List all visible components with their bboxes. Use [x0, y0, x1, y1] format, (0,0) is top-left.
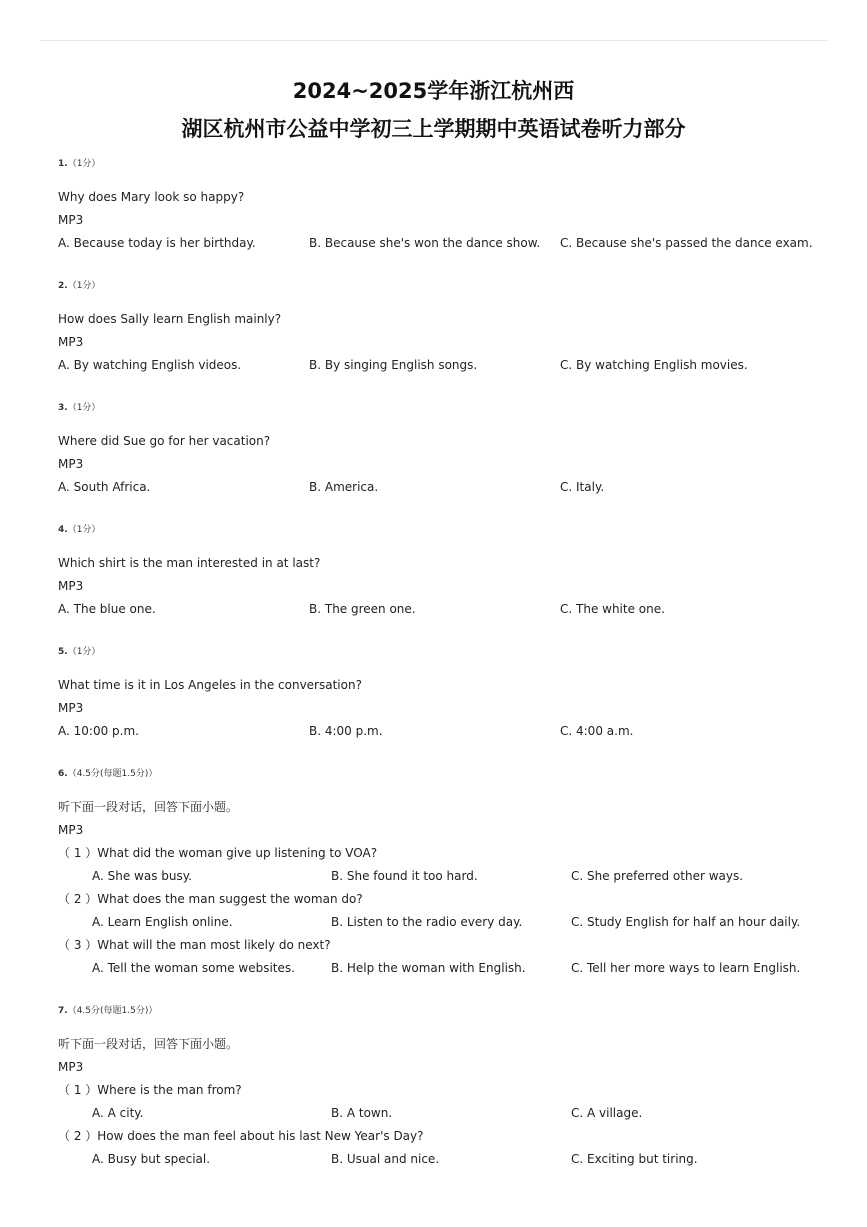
option-c[interactable]: C. A village. — [571, 1106, 643, 1120]
question-number: 2. — [58, 281, 68, 291]
mp3-audio[interactable]: MP3 — [58, 1060, 84, 1074]
option-b[interactable]: B. Because she's won the dance show. — [309, 236, 541, 250]
page-title-line-2: 湖区杭州市公益中学初三上学期期中英语试卷听力部分 — [181, 117, 686, 141]
question-score: （1分） — [67, 403, 101, 413]
top-divider — [40, 40, 827, 41]
question-stem: How does Sally learn English mainly? — [58, 312, 282, 326]
option-c[interactable]: C. Because she's passed the dance exam. — [560, 236, 813, 250]
question-6 — [58, 768, 818, 980]
option-a[interactable]: A. Tell the woman some websites. — [92, 961, 295, 975]
option-b[interactable]: B. The green one. — [309, 602, 416, 616]
option-a[interactable]: A. By watching English videos. — [58, 358, 242, 372]
option-a[interactable]: A. Busy but special. — [92, 1152, 211, 1166]
option-a[interactable]: A. South Africa. — [58, 480, 151, 494]
question-4 — [58, 524, 818, 621]
question-header — [58, 402, 818, 414]
question-header — [58, 524, 818, 536]
option-b[interactable]: B. America. — [309, 480, 379, 494]
question-number: 4. — [58, 525, 68, 535]
option-a[interactable]: A. A city. — [92, 1106, 144, 1120]
options-row — [58, 911, 818, 934]
question-stem: 听下面一段对话，回答下面小题。 — [58, 1037, 239, 1051]
options-row — [58, 1148, 818, 1171]
question-score: （4.5分(每题1.5分)） — [67, 1006, 158, 1016]
options-row — [58, 476, 818, 499]
option-b[interactable]: B. 4:00 p.m. — [309, 724, 383, 738]
question-number: 6. — [58, 769, 68, 779]
option-a[interactable]: A. The blue one. — [58, 602, 156, 616]
question-score: （1分） — [67, 525, 101, 535]
question-stem: Why does Mary look so happy? — [58, 190, 245, 204]
option-c[interactable]: C. Italy. — [560, 480, 605, 494]
question-stem: 听下面一段对话，回答下面小题。 — [58, 800, 239, 814]
question-5 — [58, 646, 818, 743]
mp3-audio[interactable]: MP3 — [58, 335, 84, 349]
sub-question-label: （ 2 ）How does the man feel about his last New Year's Day? — [58, 1129, 424, 1143]
option-b[interactable]: B. A town. — [331, 1106, 393, 1120]
question-7 — [58, 1005, 818, 1171]
option-c[interactable]: C. By watching English movies. — [560, 358, 748, 372]
question-header — [58, 1005, 818, 1017]
options-row — [58, 354, 818, 377]
option-b[interactable]: B. Help the woman with English. — [331, 961, 526, 975]
option-c[interactable]: C. She preferred other ways. — [571, 869, 744, 883]
question-2 — [58, 280, 818, 377]
question-number: 5. — [58, 647, 68, 657]
page-title-line-1: 2024~2025学年浙江杭州西 — [292, 79, 575, 103]
options-row — [58, 232, 818, 255]
question-3 — [58, 402, 818, 499]
question-score: （1分） — [67, 159, 101, 169]
option-c[interactable]: C. Tell her more ways to learn English. — [571, 961, 801, 975]
option-a[interactable]: A. She was busy. — [92, 869, 192, 883]
question-header — [58, 280, 818, 292]
option-c[interactable]: C. The white one. — [560, 602, 665, 616]
question-number: 1. — [58, 159, 68, 169]
option-b[interactable]: B. She found it too hard. — [331, 869, 478, 883]
options-row — [58, 865, 818, 888]
options-row — [58, 598, 818, 621]
mp3-audio[interactable]: MP3 — [58, 213, 84, 227]
question-stem: Which shirt is the man interested in at last? — [58, 556, 321, 570]
sub-question-label: （ 2 ）What does the man suggest the woman do? — [58, 892, 363, 906]
option-c[interactable]: C. Study English for half an hour daily. — [571, 915, 801, 929]
sub-question-label: （ 1 ）What did the woman give up listening to VOA? — [58, 846, 378, 860]
options-row — [58, 1102, 818, 1125]
mp3-audio[interactable]: MP3 — [58, 579, 84, 593]
option-a[interactable]: A. Because today is her birthday. — [58, 236, 256, 250]
option-a[interactable]: A. Learn English online. — [92, 915, 233, 929]
sub-question-label: （ 3 ）What will the man most likely do next? — [58, 938, 331, 952]
question-number: 7. — [58, 1006, 68, 1016]
question-stem: What time is it in Los Angeles in the conversation? — [58, 678, 362, 692]
question-1 — [58, 158, 818, 255]
mp3-audio[interactable]: MP3 — [58, 823, 84, 837]
mp3-audio[interactable]: MP3 — [58, 701, 84, 715]
option-c[interactable]: C. 4:00 a.m. — [560, 724, 634, 738]
mp3-audio[interactable]: MP3 — [58, 457, 84, 471]
option-b[interactable]: B. Listen to the radio every day. — [331, 915, 523, 929]
question-number: 3. — [58, 403, 68, 413]
option-b[interactable]: B. By singing English songs. — [309, 358, 478, 372]
question-score: （4.5分(每题1.5分)） — [67, 769, 158, 779]
options-row — [58, 720, 818, 743]
option-b[interactable]: B. Usual and nice. — [331, 1152, 440, 1166]
options-row — [58, 957, 818, 980]
option-c[interactable]: C. Exciting but tiring. — [571, 1152, 698, 1166]
question-score: （1分） — [67, 281, 101, 291]
question-stem: Where did Sue go for her vacation? — [58, 434, 271, 448]
question-header — [58, 768, 818, 780]
option-a[interactable]: A. 10:00 p.m. — [58, 724, 139, 738]
sub-question-label: （ 1 ）Where is the man from? — [58, 1083, 242, 1097]
question-score: （1分） — [67, 647, 101, 657]
question-header — [58, 646, 818, 658]
question-header — [58, 158, 818, 170]
